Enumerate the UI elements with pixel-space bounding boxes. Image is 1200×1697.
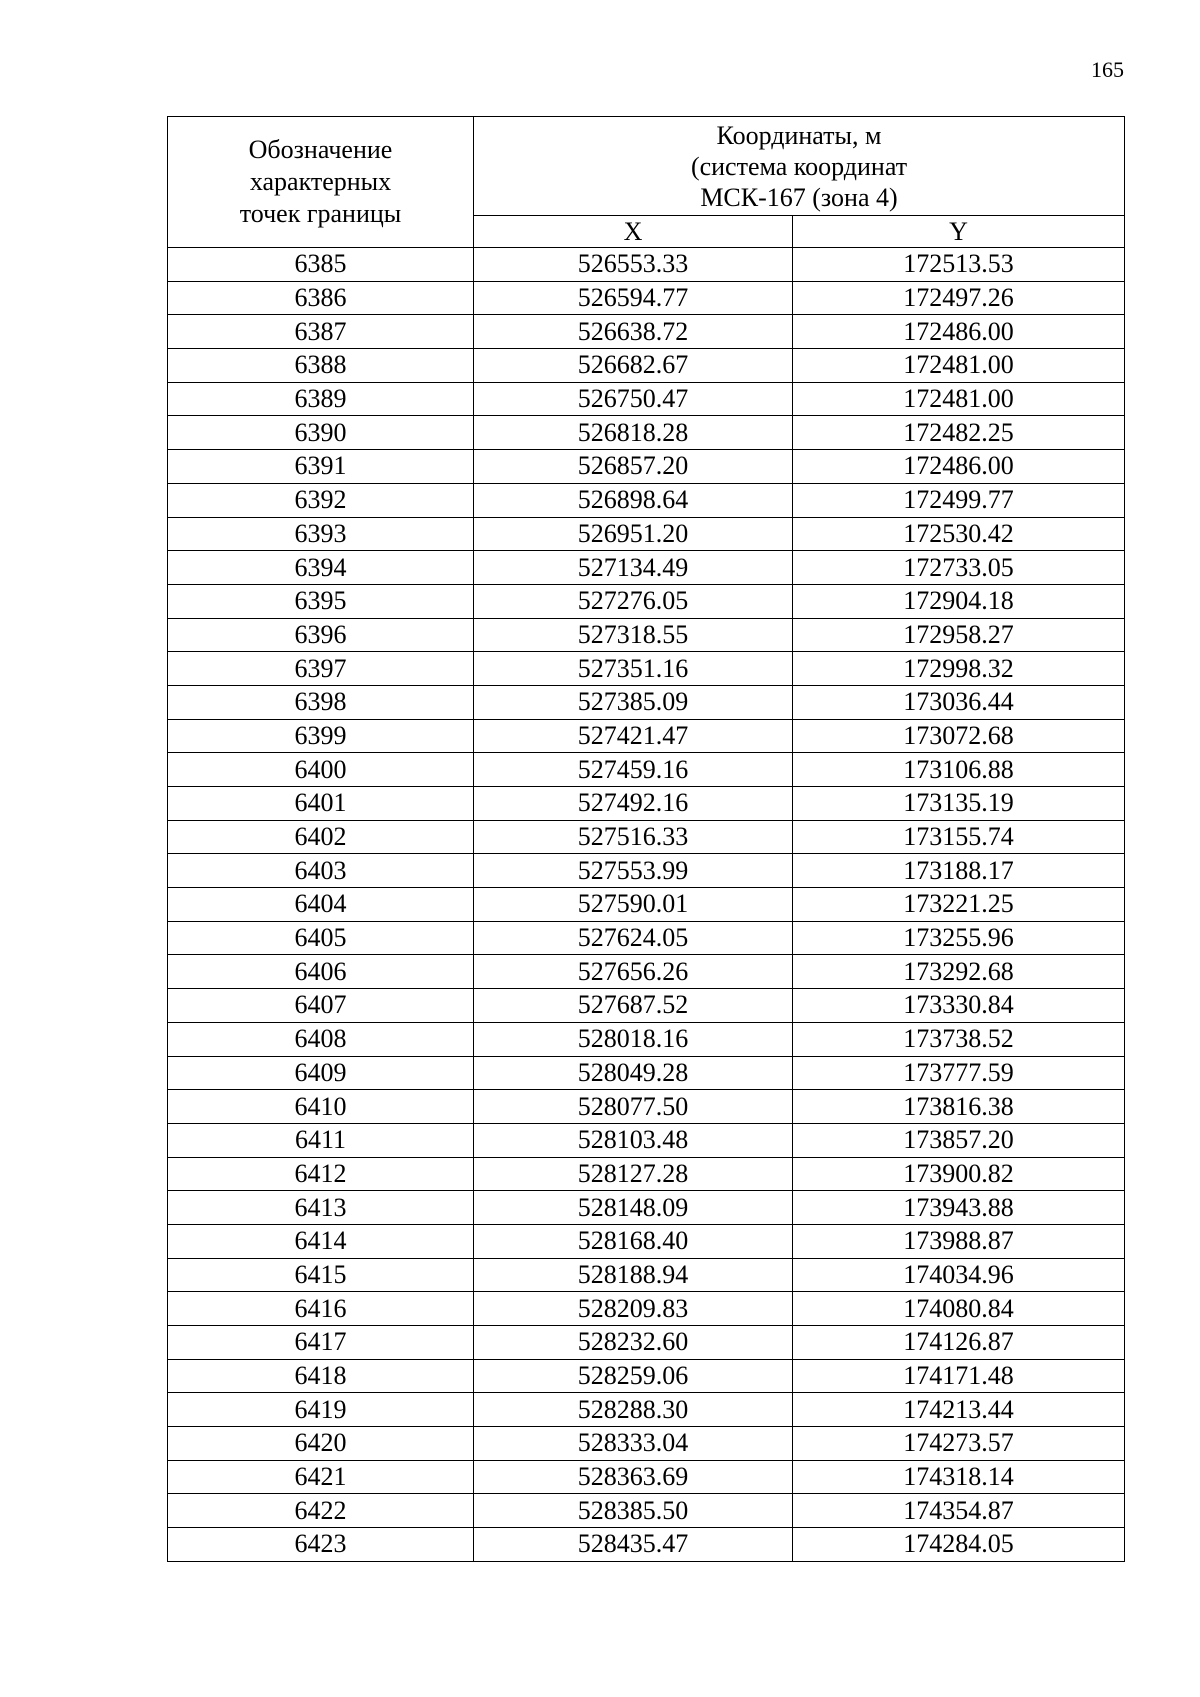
table-row	[168, 1056, 1125, 1090]
point-header-line: Обозначение	[248, 135, 393, 164]
table-row	[168, 652, 1125, 686]
y-coordinate-cell: 172486.00	[793, 450, 1125, 484]
point-cell: 6415	[168, 1258, 474, 1292]
x-coordinate-cell: 526898.64	[474, 483, 793, 517]
y-coordinate-cell: 174284.05	[793, 1528, 1125, 1562]
y-coordinate-cell: 172530.42	[793, 517, 1125, 551]
x-coordinate-cell: 527351.16	[474, 652, 793, 686]
point-cell: 6406	[168, 955, 474, 989]
table-row	[168, 416, 1125, 450]
y-coordinate-cell: 173816.38	[793, 1090, 1125, 1124]
point-cell: 6399	[168, 719, 474, 753]
y-coordinate-cell: 173777.59	[793, 1056, 1125, 1090]
y-coordinate-cell: 173943.88	[793, 1191, 1125, 1225]
y-coordinate-cell: 173330.84	[793, 989, 1125, 1023]
y-column-header: Y	[793, 216, 1125, 248]
point-cell: 6408	[168, 1022, 474, 1056]
point-cell: 6405	[168, 921, 474, 955]
point-cell: 6409	[168, 1056, 474, 1090]
y-coordinate-cell: 172904.18	[793, 584, 1125, 618]
table-row	[168, 382, 1125, 416]
table-row	[168, 787, 1125, 821]
table-row	[168, 854, 1125, 888]
table-row	[168, 719, 1125, 753]
table-row	[168, 517, 1125, 551]
x-coordinate-cell: 527624.05	[474, 921, 793, 955]
y-coordinate-cell: 172486.00	[793, 315, 1125, 349]
table-row	[168, 483, 1125, 517]
point-cell: 6421	[168, 1460, 474, 1494]
x-coordinate-cell: 528168.40	[474, 1224, 793, 1258]
table-body	[168, 248, 1125, 1562]
point-cell: 6388	[168, 349, 474, 383]
x-coordinate-cell: 527318.55	[474, 618, 793, 652]
x-coordinate-cell: 528049.28	[474, 1056, 793, 1090]
x-coordinate-cell: 526857.20	[474, 450, 793, 484]
y-coordinate-cell: 173155.74	[793, 820, 1125, 854]
x-coordinate-cell: 527459.16	[474, 753, 793, 787]
table-row	[168, 921, 1125, 955]
point-cell: 6416	[168, 1292, 474, 1326]
table-row	[168, 1258, 1125, 1292]
table-row	[168, 1123, 1125, 1157]
point-cell: 6385	[168, 248, 474, 282]
table-row	[168, 248, 1125, 282]
y-coordinate-cell: 174126.87	[793, 1326, 1125, 1360]
y-coordinate-cell: 173857.20	[793, 1123, 1125, 1157]
x-coordinate-cell: 526818.28	[474, 416, 793, 450]
x-coordinate-cell: 527590.01	[474, 888, 793, 922]
point-cell: 6404	[168, 888, 474, 922]
y-coordinate-cell: 172499.77	[793, 483, 1125, 517]
x-coordinate-cell: 528435.47	[474, 1528, 793, 1562]
x-coordinate-cell: 528188.94	[474, 1258, 793, 1292]
x-coordinate-cell: 527134.49	[474, 551, 793, 585]
y-coordinate-cell: 172497.26	[793, 281, 1125, 315]
x-coordinate-cell: 527687.52	[474, 989, 793, 1023]
x-coordinate-cell: 528333.04	[474, 1427, 793, 1461]
point-cell: 6391	[168, 450, 474, 484]
point-cell: 6400	[168, 753, 474, 787]
table-row	[168, 820, 1125, 854]
x-coordinate-cell: 528259.06	[474, 1359, 793, 1393]
table-row	[168, 1528, 1125, 1562]
point-header-line: точек границы	[239, 199, 402, 228]
table-row	[168, 1326, 1125, 1360]
y-coordinate-cell: 172958.27	[793, 618, 1125, 652]
x-coordinate-cell: 527421.47	[474, 719, 793, 753]
y-coordinate-cell: 173106.88	[793, 753, 1125, 787]
point-cell: 6413	[168, 1191, 474, 1225]
x-coordinate-cell: 528018.16	[474, 1022, 793, 1056]
point-cell: 6390	[168, 416, 474, 450]
x-column-header: X	[474, 216, 793, 248]
y-coordinate-cell: 174354.87	[793, 1494, 1125, 1528]
x-coordinate-cell: 527553.99	[474, 854, 793, 888]
table-row	[168, 1292, 1125, 1326]
x-coordinate-cell: 526682.67	[474, 349, 793, 383]
y-coordinate-cell: 173738.52	[793, 1022, 1125, 1056]
y-coordinate-cell: 172481.00	[793, 382, 1125, 416]
table-row	[168, 989, 1125, 1023]
y-coordinate-cell: 172513.53	[793, 248, 1125, 282]
point-cell: 6420	[168, 1427, 474, 1461]
point-cell: 6422	[168, 1494, 474, 1528]
table-row	[168, 551, 1125, 585]
x-coordinate-cell: 528232.60	[474, 1326, 793, 1360]
x-coordinate-cell: 526951.20	[474, 517, 793, 551]
table-row	[168, 1191, 1125, 1225]
table-row	[168, 1157, 1125, 1191]
x-coordinate-cell: 528385.50	[474, 1494, 793, 1528]
point-cell: 6395	[168, 584, 474, 618]
coordinates-group-header	[474, 117, 1125, 216]
y-coordinate-cell: 173900.82	[793, 1157, 1125, 1191]
y-coordinate-cell: 173221.25	[793, 888, 1125, 922]
coords-header-line: Координаты, м	[716, 120, 882, 150]
table-row	[168, 685, 1125, 719]
x-coordinate-cell: 528103.48	[474, 1123, 793, 1157]
table-row	[168, 1022, 1125, 1056]
point-cell: 6412	[168, 1157, 474, 1191]
coords-header-line: (система координат	[690, 151, 908, 181]
point-cell: 6423	[168, 1528, 474, 1562]
y-coordinate-cell: 172481.00	[793, 349, 1125, 383]
x-coordinate-cell: 528077.50	[474, 1090, 793, 1124]
point-cell: 6392	[168, 483, 474, 517]
point-cell: 6397	[168, 652, 474, 686]
point-cell: 6414	[168, 1224, 474, 1258]
x-coordinate-cell: 528209.83	[474, 1292, 793, 1326]
point-cell: 6398	[168, 685, 474, 719]
x-coordinate-cell: 527492.16	[474, 787, 793, 821]
x-coordinate-cell: 526750.47	[474, 382, 793, 416]
table-row	[168, 450, 1125, 484]
x-coordinate-cell: 526553.33	[474, 248, 793, 282]
y-coordinate-cell: 173135.19	[793, 787, 1125, 821]
y-coordinate-cell: 172998.32	[793, 652, 1125, 686]
x-coordinate-cell: 528288.30	[474, 1393, 793, 1427]
x-coordinate-cell: 526638.72	[474, 315, 793, 349]
table-row	[168, 618, 1125, 652]
coords-header-line: МСК-167 (зона 4)	[700, 182, 898, 212]
point-cell: 6418	[168, 1359, 474, 1393]
point-column-header	[168, 117, 474, 248]
table-row	[168, 1460, 1125, 1494]
point-cell: 6389	[168, 382, 474, 416]
page-number: 165	[1091, 57, 1124, 82]
table-row	[168, 1393, 1125, 1427]
point-cell: 6410	[168, 1090, 474, 1124]
y-coordinate-cell: 173072.68	[793, 719, 1125, 753]
x-coordinate-cell: 528127.28	[474, 1157, 793, 1191]
x-coordinate-cell: 526594.77	[474, 281, 793, 315]
y-coordinate-cell: 172482.25	[793, 416, 1125, 450]
y-coordinate-cell: 174034.96	[793, 1258, 1125, 1292]
table-row	[168, 1359, 1125, 1393]
point-cell: 6387	[168, 315, 474, 349]
x-coordinate-cell: 527656.26	[474, 955, 793, 989]
y-coordinate-cell: 173188.17	[793, 854, 1125, 888]
point-cell: 6396	[168, 618, 474, 652]
y-coordinate-cell: 174171.48	[793, 1359, 1125, 1393]
y-coordinate-cell: 174080.84	[793, 1292, 1125, 1326]
table-row	[168, 349, 1125, 383]
point-cell: 6401	[168, 787, 474, 821]
y-coordinate-cell: 174213.44	[793, 1393, 1125, 1427]
table-row	[168, 281, 1125, 315]
x-coordinate-cell: 528148.09	[474, 1191, 793, 1225]
y-coordinate-cell: 173292.68	[793, 955, 1125, 989]
point-cell: 6403	[168, 854, 474, 888]
point-cell: 6419	[168, 1393, 474, 1427]
point-cell: 6402	[168, 820, 474, 854]
table-row	[168, 888, 1125, 922]
coordinates-table	[167, 116, 1125, 1562]
point-header-line: характерных	[249, 167, 392, 196]
table-row	[168, 1090, 1125, 1124]
point-cell: 6411	[168, 1123, 474, 1157]
table-row	[168, 1224, 1125, 1258]
y-coordinate-cell: 173988.87	[793, 1224, 1125, 1258]
table-row	[168, 1494, 1125, 1528]
y-coordinate-cell: 172733.05	[793, 551, 1125, 585]
y-coordinate-cell: 174318.14	[793, 1460, 1125, 1494]
table-row	[168, 315, 1125, 349]
point-cell: 6417	[168, 1326, 474, 1360]
x-coordinate-cell: 527385.09	[474, 685, 793, 719]
table-row	[168, 753, 1125, 787]
y-coordinate-cell: 174273.57	[793, 1427, 1125, 1461]
table-header	[168, 117, 1125, 248]
x-coordinate-cell: 527276.05	[474, 584, 793, 618]
point-cell: 6393	[168, 517, 474, 551]
y-coordinate-cell: 173036.44	[793, 685, 1125, 719]
x-coordinate-cell: 528363.69	[474, 1460, 793, 1494]
table-row	[168, 584, 1125, 618]
point-cell: 6386	[168, 281, 474, 315]
point-cell: 6394	[168, 551, 474, 585]
x-coordinate-cell: 527516.33	[474, 820, 793, 854]
table-row	[168, 1427, 1125, 1461]
point-cell: 6407	[168, 989, 474, 1023]
table-row	[168, 955, 1125, 989]
y-coordinate-cell: 173255.96	[793, 921, 1125, 955]
